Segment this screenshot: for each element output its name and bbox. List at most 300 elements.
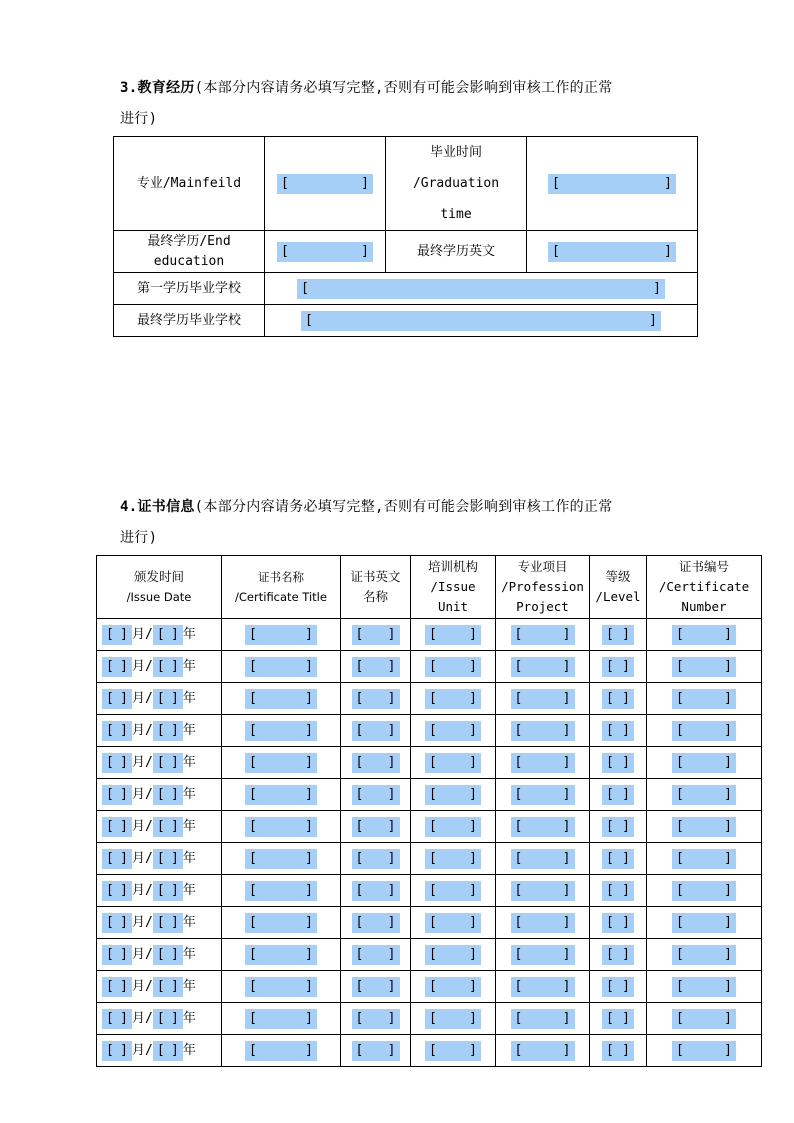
profession-project-field[interactable] xyxy=(511,881,575,901)
issue-year-field[interactable] xyxy=(153,753,183,773)
certificate-row xyxy=(97,811,762,843)
issue-month-field[interactable] xyxy=(102,785,132,805)
year-label: 年 xyxy=(182,1042,196,1058)
end-education-en-field[interactable] xyxy=(548,242,676,262)
level-field[interactable] xyxy=(602,625,634,645)
certificate-number-field[interactable] xyxy=(672,721,736,741)
profession-project-field[interactable] xyxy=(511,689,575,709)
certificate-title-header xyxy=(222,556,341,619)
certificate-table xyxy=(96,555,762,1067)
certificate-header-row xyxy=(97,556,762,619)
final-school-cell xyxy=(265,305,698,337)
certificate-en-cell xyxy=(341,907,411,939)
section-3-note-line2: 进行) xyxy=(120,111,158,127)
level-field[interactable] xyxy=(602,785,634,805)
end-education-label-line2: education xyxy=(153,253,225,269)
issue-month-field[interactable] xyxy=(102,913,132,933)
level-field[interactable] xyxy=(602,1041,634,1061)
profession-project-header xyxy=(496,556,590,619)
profession-project-cell xyxy=(496,1003,590,1035)
year-label: 年 xyxy=(182,786,196,802)
level-field[interactable] xyxy=(602,881,634,901)
issue-date-cell xyxy=(97,1003,222,1035)
certificate-number-header-line3: Number xyxy=(681,599,727,614)
issue-unit-cell xyxy=(411,811,496,843)
profession-project-field[interactable] xyxy=(511,1041,575,1061)
graduation-time-field[interactable] xyxy=(548,174,676,194)
certificate-number-field[interactable] xyxy=(672,913,736,933)
issue-unit-cell xyxy=(411,651,496,683)
profession-project-field[interactable] xyxy=(511,753,575,773)
level-field[interactable] xyxy=(602,817,634,837)
certificate-title-field[interactable] xyxy=(245,1009,317,1029)
certificate-title-field[interactable] xyxy=(245,881,317,901)
certificate-en-field[interactable] xyxy=(352,945,400,965)
profession-project-field[interactable] xyxy=(511,849,575,869)
certificate-en-cell xyxy=(341,651,411,683)
certificate-number-field[interactable] xyxy=(672,977,736,997)
issue-unit-field[interactable] xyxy=(425,689,481,709)
issue-month-field[interactable] xyxy=(102,721,132,741)
issue-date-cell xyxy=(97,747,222,779)
certificate-en-cell xyxy=(341,1003,411,1035)
certificate-number-field[interactable] xyxy=(672,753,736,773)
certificate-en-field[interactable] xyxy=(352,881,400,901)
certificate-number-cell xyxy=(647,875,762,907)
certificate-en-field[interactable] xyxy=(352,913,400,933)
certificate-en-field[interactable] xyxy=(352,753,400,773)
level-cell xyxy=(590,683,647,715)
certificate-number-cell xyxy=(647,651,762,683)
certificate-title-field[interactable] xyxy=(245,625,317,645)
certificate-number-cell xyxy=(647,619,762,651)
year-label: 年 xyxy=(182,1010,196,1026)
issue-year-field[interactable] xyxy=(153,881,183,901)
profession-project-cell xyxy=(496,1035,590,1067)
issue-month-field[interactable] xyxy=(102,881,132,901)
certificate-number-field[interactable] xyxy=(672,625,736,645)
profession-project-cell xyxy=(496,907,590,939)
issue-year-field[interactable] xyxy=(153,625,183,645)
education-table xyxy=(113,136,698,337)
certificate-en-cell xyxy=(341,971,411,1003)
end-education-en-cell xyxy=(527,231,698,273)
issue-date-cell xyxy=(97,683,222,715)
month-separator-label: 月/ xyxy=(132,914,153,930)
certificate-title-cell xyxy=(222,939,341,971)
certificate-title-cell xyxy=(222,619,341,651)
issue-unit-cell xyxy=(411,1003,496,1035)
graduation-label-line3: time xyxy=(440,207,472,222)
profession-project-field[interactable] xyxy=(511,625,575,645)
issue-unit-header-line2: /Issue xyxy=(430,579,476,594)
issue-unit-cell xyxy=(411,619,496,651)
certificate-number-cell xyxy=(647,779,762,811)
issue-unit-field[interactable] xyxy=(425,657,481,677)
certificate-title-header-line2: /Certificate Title xyxy=(235,590,327,604)
issue-unit-field[interactable] xyxy=(425,849,481,869)
end-education-label xyxy=(114,231,265,273)
final-school-field[interactable] xyxy=(301,311,661,331)
profession-project-field[interactable] xyxy=(511,785,575,805)
profession-project-field[interactable] xyxy=(511,1009,575,1029)
profession-project-field[interactable] xyxy=(511,945,575,965)
profession-project-cell xyxy=(496,747,590,779)
certificate-number-header xyxy=(647,556,762,619)
certificate-title-field[interactable] xyxy=(245,657,317,677)
section-3-heading: 教育经历 xyxy=(137,80,195,96)
issue-year-field[interactable] xyxy=(153,785,183,805)
issue-unit-cell xyxy=(411,747,496,779)
certificate-title-cell xyxy=(222,683,341,715)
level-field[interactable] xyxy=(602,689,634,709)
certificate-number-field[interactable] xyxy=(672,1041,736,1061)
end-education-cell xyxy=(265,231,386,273)
certificate-number-cell xyxy=(647,811,762,843)
level-field[interactable] xyxy=(602,753,634,773)
level-cell xyxy=(590,811,647,843)
level-cell xyxy=(590,651,647,683)
month-separator-label: 月/ xyxy=(132,882,153,898)
certificate-title-header-line1: 证书名称 xyxy=(258,570,304,584)
certificate-en-field[interactable] xyxy=(352,1041,400,1061)
graduation-time-label xyxy=(386,137,527,231)
issue-date-cell xyxy=(97,1035,222,1067)
certificate-row xyxy=(97,651,762,683)
section-4-note-line1: (本部分内容请务必填写完整,否则有可能会影响到审核工作的正常 xyxy=(194,499,613,515)
certificate-title-cell xyxy=(222,1003,341,1035)
month-separator-label: 月/ xyxy=(132,818,153,834)
certificate-number-field[interactable] xyxy=(672,945,736,965)
certificate-title-field[interactable] xyxy=(245,945,317,965)
issue-year-field[interactable] xyxy=(153,977,183,997)
profession-project-cell xyxy=(496,683,590,715)
major-field[interactable] xyxy=(277,174,373,194)
certificate-number-field[interactable] xyxy=(672,849,736,869)
certificate-number-field[interactable] xyxy=(672,689,736,709)
level-cell xyxy=(590,843,647,875)
certificate-title-cell xyxy=(222,875,341,907)
certificate-row xyxy=(97,1003,762,1035)
profession-project-header-line1: 专业项目 xyxy=(517,559,568,574)
final-school-label: 最终学历毕业学校 xyxy=(114,305,265,337)
issue-unit-cell xyxy=(411,939,496,971)
profession-project-cell xyxy=(496,779,590,811)
issue-year-field[interactable] xyxy=(153,817,183,837)
issue-unit-field[interactable] xyxy=(425,721,481,741)
issue-unit-cell xyxy=(411,843,496,875)
certificate-number-cell xyxy=(647,843,762,875)
issue-date-cell xyxy=(97,811,222,843)
certificate-number-cell xyxy=(647,939,762,971)
issue-unit-field[interactable] xyxy=(425,945,481,965)
certificate-number-cell xyxy=(647,907,762,939)
issue-year-field[interactable] xyxy=(153,913,183,933)
certificate-number-cell xyxy=(647,715,762,747)
certificate-en-field[interactable] xyxy=(352,689,400,709)
certificate-number-cell xyxy=(647,971,762,1003)
issue-month-field[interactable] xyxy=(102,849,132,869)
month-separator-label: 月/ xyxy=(132,690,153,706)
major-label: 专业/Mainfeild xyxy=(114,137,265,231)
certificate-en-field[interactable] xyxy=(352,721,400,741)
level-header xyxy=(590,556,647,619)
certificate-title-cell xyxy=(222,715,341,747)
issue-month-field[interactable] xyxy=(102,817,132,837)
certificate-en-header-line1: 证书英文 xyxy=(350,569,401,584)
profession-project-cell xyxy=(496,843,590,875)
issue-unit-header-line3: Unit xyxy=(437,599,469,614)
level-header-line2: /Level xyxy=(595,589,641,604)
certificate-title-cell xyxy=(222,811,341,843)
certificate-title-cell xyxy=(222,843,341,875)
year-label: 年 xyxy=(182,946,196,962)
month-separator-label: 月/ xyxy=(132,946,153,962)
profession-project-header-line2: /Profession xyxy=(501,579,584,594)
certificate-row xyxy=(97,939,762,971)
certificate-title-field[interactable] xyxy=(245,913,317,933)
certificate-row xyxy=(97,683,762,715)
level-field[interactable] xyxy=(602,913,634,933)
profession-project-header-line3: Project xyxy=(516,599,569,614)
issue-unit-cell xyxy=(411,1035,496,1067)
certificate-title-cell xyxy=(222,907,341,939)
month-separator-label: 月/ xyxy=(132,850,153,866)
level-field[interactable] xyxy=(602,849,634,869)
month-separator-label: 月/ xyxy=(132,658,153,674)
issue-date-cell xyxy=(97,715,222,747)
issue-year-field[interactable] xyxy=(153,657,183,677)
certificate-row xyxy=(97,843,762,875)
profession-project-cell xyxy=(496,811,590,843)
issue-date-header-line2: /Issue Date xyxy=(126,590,192,604)
certificate-title-cell xyxy=(222,971,341,1003)
month-separator-label: 月/ xyxy=(132,626,153,642)
certificate-en-field[interactable] xyxy=(352,657,400,677)
issue-date-header-line1: 颁发时间 xyxy=(133,569,184,584)
level-cell xyxy=(590,939,647,971)
certificate-title-cell xyxy=(222,747,341,779)
month-separator-label: 月/ xyxy=(132,786,153,802)
certificate-row xyxy=(97,907,762,939)
major-cell xyxy=(265,137,386,231)
issue-month-field[interactable] xyxy=(102,1041,132,1061)
issue-date-cell xyxy=(97,843,222,875)
year-label: 年 xyxy=(182,978,196,994)
year-label: 年 xyxy=(182,626,196,642)
certificate-number-cell xyxy=(647,1003,762,1035)
issue-date-cell xyxy=(97,779,222,811)
year-label: 年 xyxy=(182,690,196,706)
year-label: 年 xyxy=(182,850,196,866)
certificate-en-field[interactable] xyxy=(352,1009,400,1029)
issue-unit-cell xyxy=(411,683,496,715)
certificate-en-cell xyxy=(341,875,411,907)
issue-month-field[interactable] xyxy=(102,753,132,773)
month-separator-label: 月/ xyxy=(132,1042,153,1058)
certificate-en-cell xyxy=(341,811,411,843)
certificate-en-field[interactable] xyxy=(352,785,400,805)
year-label: 年 xyxy=(182,882,196,898)
certificate-title-field[interactable] xyxy=(245,785,317,805)
level-header-line1: 等级 xyxy=(605,569,631,584)
graduation-label-line1: 毕业时间 xyxy=(429,145,482,160)
level-field[interactable] xyxy=(602,977,634,997)
month-separator-label: 月/ xyxy=(132,978,153,994)
certificate-title-field[interactable] xyxy=(245,721,317,741)
issue-year-field[interactable] xyxy=(153,849,183,869)
certificate-number-field[interactable] xyxy=(672,817,736,837)
certificate-number-header-line1: 证书编号 xyxy=(678,559,729,574)
end-education-field[interactable] xyxy=(277,242,373,262)
level-field[interactable] xyxy=(602,1009,634,1029)
section-4-heading: 证书信息 xyxy=(137,499,195,515)
level-field[interactable] xyxy=(602,657,634,677)
issue-year-field[interactable] xyxy=(153,721,183,741)
profession-project-field[interactable] xyxy=(511,657,575,677)
certificate-row xyxy=(97,747,762,779)
profession-project-field[interactable] xyxy=(511,721,575,741)
certificate-number-field[interactable] xyxy=(672,1009,736,1029)
first-school-field[interactable] xyxy=(297,279,665,299)
certificate-number-cell xyxy=(647,747,762,779)
certificate-en-field[interactable] xyxy=(352,977,400,997)
issue-year-field[interactable] xyxy=(153,1009,183,1029)
certificate-en-cell xyxy=(341,715,411,747)
issue-month-field[interactable] xyxy=(102,1009,132,1029)
certificate-number-cell xyxy=(647,1035,762,1067)
issue-unit-header-line1: 培训机构 xyxy=(427,559,478,574)
year-label: 年 xyxy=(182,914,196,930)
certificate-en-cell xyxy=(341,747,411,779)
certificate-number-field[interactable] xyxy=(672,657,736,677)
certificate-row xyxy=(97,971,762,1003)
certificate-title-cell xyxy=(222,1035,341,1067)
certificate-number-field[interactable] xyxy=(672,881,736,901)
level-cell xyxy=(590,715,647,747)
issue-month-field[interactable] xyxy=(102,689,132,709)
level-cell xyxy=(590,1035,647,1067)
issue-unit-field[interactable] xyxy=(425,977,481,997)
issue-unit-field[interactable] xyxy=(425,1009,481,1029)
issue-date-cell xyxy=(97,971,222,1003)
end-education-label-line1: 最终学历/End xyxy=(147,233,231,249)
certificate-en-cell xyxy=(341,779,411,811)
certificate-row xyxy=(97,619,762,651)
issue-date-header xyxy=(97,556,222,619)
profession-project-field[interactable] xyxy=(511,913,575,933)
profession-project-cell xyxy=(496,651,590,683)
certificate-en-header xyxy=(341,556,411,619)
issue-date-cell xyxy=(97,875,222,907)
issue-unit-field[interactable] xyxy=(425,625,481,645)
issue-unit-cell xyxy=(411,971,496,1003)
certificate-title-field[interactable] xyxy=(245,817,317,837)
profession-project-cell xyxy=(496,875,590,907)
certificate-en-field[interactable] xyxy=(352,625,400,645)
issue-month-field[interactable] xyxy=(102,977,132,997)
section-4-number: 4. xyxy=(120,499,138,515)
certificate-title-field[interactable] xyxy=(245,849,317,869)
certificate-title-cell xyxy=(222,779,341,811)
issue-date-cell xyxy=(97,651,222,683)
certificate-en-cell xyxy=(341,843,411,875)
issue-month-field[interactable] xyxy=(102,625,132,645)
certificate-number-header-line2: /Certificate xyxy=(658,579,750,594)
certificate-en-cell xyxy=(341,619,411,651)
year-label: 年 xyxy=(182,658,196,674)
certificate-row xyxy=(97,715,762,747)
profession-project-cell xyxy=(496,939,590,971)
issue-date-cell xyxy=(97,907,222,939)
issue-unit-field[interactable] xyxy=(425,881,481,901)
certificate-title-field[interactable] xyxy=(245,1041,317,1061)
issue-unit-cell xyxy=(411,875,496,907)
year-label: 年 xyxy=(182,754,196,770)
profession-project-field[interactable] xyxy=(511,817,575,837)
level-cell xyxy=(590,779,647,811)
certificate-title-field[interactable] xyxy=(245,753,317,773)
issue-year-field[interactable] xyxy=(153,689,183,709)
level-field[interactable] xyxy=(602,945,634,965)
first-school-label: 第一学历毕业学校 xyxy=(114,273,265,305)
issue-unit-field[interactable] xyxy=(425,817,481,837)
level-cell xyxy=(590,875,647,907)
certificate-en-header-line2: 名称 xyxy=(362,589,388,604)
certificate-en-field[interactable] xyxy=(352,849,400,869)
level-cell xyxy=(590,747,647,779)
issue-unit-cell xyxy=(411,715,496,747)
issue-date-cell xyxy=(97,619,222,651)
issue-month-field[interactable] xyxy=(102,945,132,965)
level-cell xyxy=(590,619,647,651)
graduation-label-line2: /Graduation xyxy=(412,176,500,191)
issue-year-field[interactable] xyxy=(153,1041,183,1061)
certificate-row xyxy=(97,779,762,811)
level-field[interactable] xyxy=(602,721,634,741)
profession-project-cell xyxy=(496,619,590,651)
certificate-row xyxy=(97,875,762,907)
section-3-title xyxy=(120,73,700,135)
issue-unit-field[interactable] xyxy=(425,753,481,773)
year-label: 年 xyxy=(182,818,196,834)
section-4-title xyxy=(120,492,700,554)
section-4-note-line2: 进行) xyxy=(120,530,158,546)
profession-project-field[interactable] xyxy=(511,977,575,997)
certificate-title-field[interactable] xyxy=(245,689,317,709)
issue-month-field[interactable] xyxy=(102,657,132,677)
year-label: 年 xyxy=(182,722,196,738)
issue-unit-field[interactable] xyxy=(425,913,481,933)
certificate-en-field[interactable] xyxy=(352,817,400,837)
profession-project-cell xyxy=(496,971,590,1003)
certificate-en-cell xyxy=(341,1035,411,1067)
graduation-time-cell xyxy=(527,137,698,231)
certificate-number-field[interactable] xyxy=(672,785,736,805)
certificate-number-cell xyxy=(647,683,762,715)
issue-unit-field[interactable] xyxy=(425,1041,481,1061)
end-education-en-label: 最终学历英文 xyxy=(386,231,527,273)
certificate-row xyxy=(97,1035,762,1067)
certificate-title-cell xyxy=(222,651,341,683)
certificate-title-field[interactable] xyxy=(245,977,317,997)
issue-unit-cell xyxy=(411,779,496,811)
level-cell xyxy=(590,971,647,1003)
issue-unit-field[interactable] xyxy=(425,785,481,805)
issue-year-field[interactable] xyxy=(153,945,183,965)
issue-unit-header xyxy=(411,556,496,619)
level-cell xyxy=(590,1003,647,1035)
